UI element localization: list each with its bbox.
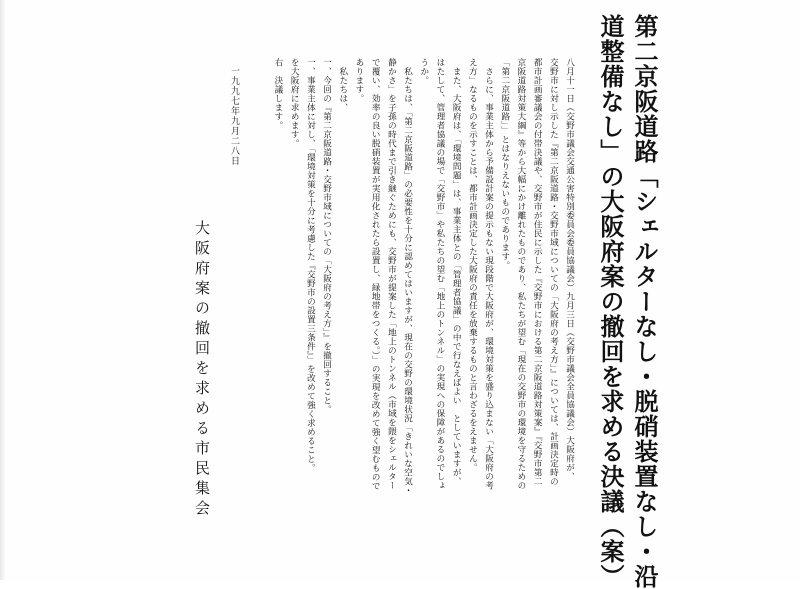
body-line: 八月十一日（交野市議会交通公害特別委員会委員協議会）九月三日（交野市議会全員協議会）大阪府が、 [564,58,575,481]
date-line: 一九九七年九月二八日 [229,66,239,166]
body-line: え方」なるものを示すことは、都市計画決定した大阪府の責任を放棄するものと言わざるをえません。 [467,58,478,472]
body-line: 静かさ」を子孫の時代まで引き継ぐためにも、交野市が提案した「地上のトンネル（市域を隈をシェルター [386,58,397,490]
body-line: はたして、管理者協議の場で「交野市」や私たちの望む「地上のトンネル」の実現への保障があるのでしょ [434,58,445,490]
body-line: 都市計画審議会の付帯決議や、交野市が住民に示した『交野市における第二京阪道路対策案』『交野市第二 [532,58,543,486]
body-line: 私たちは、「第二京阪道路」の必要性を十分に認めてはいますが、現在の交野の環境状況「きれいな空気・ [402,58,413,495]
body-line: 私たちは、 [337,58,348,112]
body-line: で覆い、効率の良い脱硝装置が実用化されたら設置し、緑地帯をつくる。）」の実現を改めて強く望むもので [370,58,381,491]
body-line: 一、今回の『第二京阪道路・交野市域についての「大阪府の考え方」』を撤回すること。 [321,58,332,414]
body-line: さらに、事業主体から予備設計案の提示もない現段階で大阪府が、環境対策を盛り込まない「大阪府の考 [483,58,494,490]
title-line-2: 道整備なし」の大阪府案の撤回を求める決議（案） [596,14,624,589]
body-line: 交野市に対し示した『第二京阪道路・交野市域についての「大阪府の考え方」』については、計画決定時の [548,58,559,486]
body-line: うか。 [418,58,429,85]
body-line: 「第二京阪道路」」とはなりえないものであります。 [499,58,510,270]
body-line: を大阪府に求めます。 [289,58,300,148]
body-line: また、大阪府は、「環境問題」は、事業主体との「管理者協議」の中で行なえばよい としていますが、 [451,58,462,486]
body-line: 一、事業主体に対し、「環境対策を十分に考慮した『交野市の設置三条件』」を改めて強く求めること。 [305,58,316,473]
body-line: 右 決議します。 [272,58,283,130]
title-line-1: 第二京阪道路「シェルターなし・脱硝装置なし・沿 [630,14,658,589]
body-line: 京阪道路対策大綱』等から大幅にかけ離れたものであり、私たちが望む「現在の交野市の環境を守るための [515,58,526,490]
signature: 大阪府案の撤回を求める市民集会 [193,220,211,520]
scan-edge-shadow [0,0,6,580]
body-line: あります。 [353,58,364,103]
